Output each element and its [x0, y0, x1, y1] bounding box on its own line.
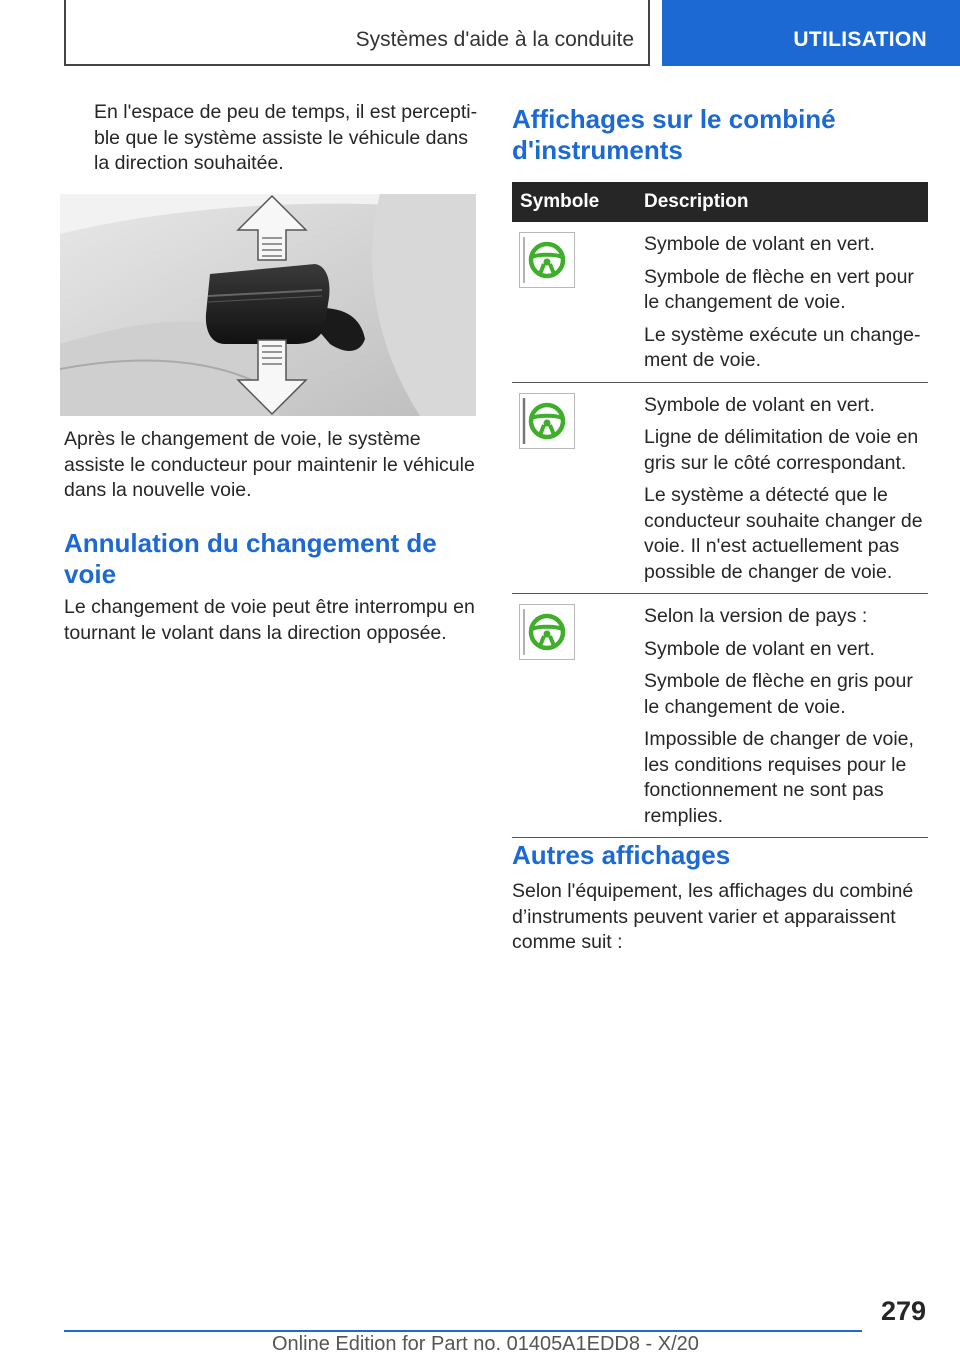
description-line: Symbole de flèche en gris pour le changement de voie. — [644, 670, 913, 718]
description-line: Symbole de flèche en vert pour le changement de voie. — [644, 265, 914, 313]
symbol-cell — [519, 393, 575, 449]
header-chapter-label: UTILISATION — [793, 28, 927, 51]
description-line: Symbole de volant en vert. — [644, 637, 875, 660]
header-chapter-tab — [662, 0, 960, 66]
description-line: Impossible de changer de voie, les conditions requises pour le fonctionnement ne sont pas remplies. — [644, 728, 914, 827]
table-row — [512, 594, 928, 838]
footer-edition-text: Online Edition for Part no. 01405A1EDD8 - X/20 — [272, 1333, 699, 1355]
symbol-cell — [519, 232, 575, 288]
table-row — [512, 383, 928, 595]
symbol-table-header — [512, 182, 928, 222]
turn-signal-lever-figure — [60, 194, 476, 416]
description-line: Ligne de délimitation de voie en gris sur le côté correspondant. — [644, 426, 919, 474]
turn-signal-lever-illustration — [60, 194, 476, 416]
annulation-heading: Annulation du changement de voie — [64, 528, 437, 589]
col-description-header: Description — [644, 191, 749, 212]
after-figure-paragraph: Après le changement de voie, le système assiste le conducteur pour maintenir le véhicule dans la nouvelle voie. — [64, 428, 475, 501]
autres-heading: Autres affichages — [512, 840, 731, 870]
description-line: Le système a détecté que le conducteur souhaite changer de voie. Il n'est actuellement pas possible de changer de voie. — [644, 484, 923, 583]
table-row — [512, 222, 928, 383]
steering-wheel-icon — [520, 394, 574, 448]
affichages-heading: Affichages sur le combiné d'instruments — [512, 104, 836, 165]
steering-wheel-icon — [520, 233, 574, 287]
autres-paragraph: Selon l'équipement, les affichages du combiné d’instruments peuvent varier et apparaissent comme suit : — [512, 880, 914, 953]
header-section-title: Systèmes d'aide à la conduite — [355, 28, 634, 51]
symbol-table — [512, 182, 928, 838]
intro-paragraph: En l'espace de peu de temps, il est perceptible que le système assiste le véhicule dans la direction souhaitée. — [94, 101, 478, 174]
description-line: Selon la version de pays : — [644, 605, 868, 627]
description-line: Symbole de volant en vert. — [644, 233, 875, 255]
steering-wheel-icon — [520, 605, 574, 659]
annulation-paragraph: Le changement de voie peut être interrompu en tournant le volant dans la direction opposée. — [64, 596, 475, 644]
page-number: 279 — [880, 1296, 926, 1326]
description-line: Symbole de volant en vert. — [644, 393, 875, 416]
description-line: Le système exécute un changement de voie. — [644, 323, 921, 371]
footer-rule — [64, 1330, 862, 1332]
col-symbol-header: Symbole — [520, 191, 600, 212]
header-section-box — [64, 0, 650, 66]
symbol-cell — [519, 604, 575, 660]
